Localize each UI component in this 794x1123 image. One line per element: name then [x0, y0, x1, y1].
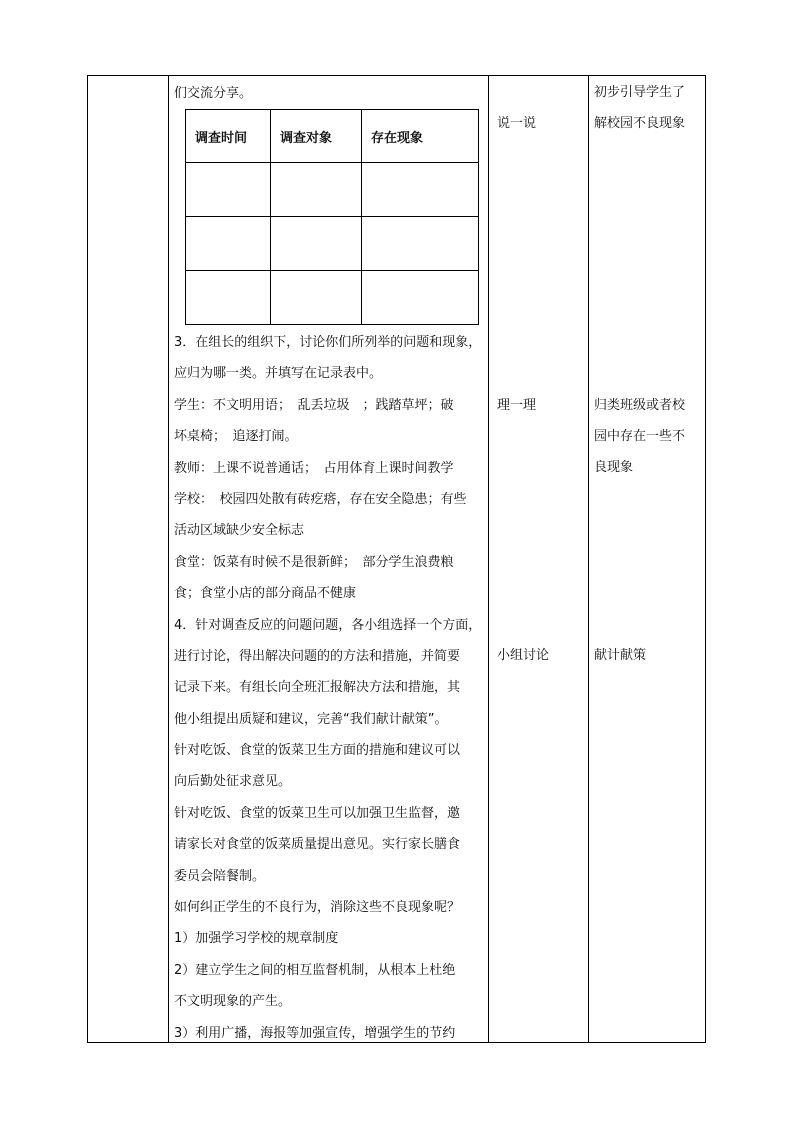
content-line: 如何纠正学生的不良行为，消除这些不良现象呢？	[174, 900, 461, 916]
activity-say: 说一说	[497, 116, 537, 131]
purpose-1-line-1: 初步引导学生了	[594, 85, 686, 100]
content-body	[174, 327, 489, 1049]
content-line: 他小组提出质疑和建议，完善“我们献计献策”。	[174, 711, 448, 727]
purpose-2-line-1: 归类班级或者校	[594, 398, 686, 413]
survey-cell	[362, 163, 479, 217]
survey-cell	[186, 271, 271, 325]
purpose-1-line-2: 解校园不良现象	[594, 116, 686, 131]
content-line: 活动区域缺少安全标志	[174, 523, 305, 539]
activity-group-discussion: 小组讨论	[497, 648, 550, 663]
content-line: 食堂：饭菜有时候不是很新鲜； 部分学生浪费粮	[174, 554, 454, 570]
content-line: 2）建立学生之间的相互监督机制，从根本上杜绝	[174, 962, 456, 978]
content-line: 应归为哪一类。并填写在记录表中。	[174, 366, 383, 382]
content-line: 食；食堂小店的部分商品不健康	[174, 586, 357, 602]
survey-cell	[362, 271, 479, 325]
content-line: 教师：上课不说普通话； 占用体育上课时间教学	[174, 460, 454, 476]
activity-sort: 理一理	[497, 398, 537, 413]
survey-table	[185, 109, 479, 325]
content-line: 向后勤处征求意见。	[174, 774, 292, 790]
content-line: 记录下来。有组长向全班汇报解决方法和措施，其	[174, 680, 461, 696]
survey-header-time: 调查时间	[186, 110, 271, 163]
survey-cell	[186, 163, 271, 217]
content-line: 进行讨论，得出解决问题的的方法和措施，并简要	[174, 648, 461, 664]
content-intro	[174, 78, 489, 109]
content-line: 委员会陪餐制。	[174, 868, 266, 884]
purpose-2-line-3: 良现象	[594, 460, 634, 475]
survey-header-object: 调查对象	[271, 110, 362, 163]
content-line: 4．针对调查反应的问题问题，各小组选择一个方面，	[174, 617, 482, 633]
content-line: 3）利用广播，海报等加强宣传，增强学生的节约	[174, 1025, 456, 1041]
content-line: 坏桌椅； 追逐打闹。	[174, 429, 298, 445]
intro-line: 们交流分享。	[174, 86, 253, 101]
lesson-table	[87, 75, 706, 1043]
content-line: 学校： 校园四处散有砖疙瘩，存在安全隐患；有些	[174, 491, 467, 507]
survey-cell	[271, 217, 362, 271]
survey-header-phenomenon: 存在现象	[362, 110, 479, 163]
survey-cell	[271, 271, 362, 325]
table-row	[186, 217, 479, 271]
content-line: 不文明现象的产生。	[174, 994, 292, 1010]
content-line: 针对吃饭、食堂的饭菜卫生方面的措施和建议可以	[174, 743, 461, 759]
content-line: 3．在组长的组织下，讨论你们所列举的问题和现象，	[174, 335, 482, 350]
purpose-3-line-1: 献计献策	[594, 648, 647, 663]
content-line: 请家长对食堂的饭菜质量提出意见。实行家长膳食	[174, 837, 461, 853]
table-row	[186, 271, 479, 325]
content-line: 针对吃饭、食堂的饭菜卫生可以加强卫生监督，邀	[174, 805, 461, 821]
survey-cell	[362, 217, 479, 271]
content-line: 学生：不文明用语； 乱丢垃圾 ；践踏草坪；破	[174, 397, 454, 413]
purpose-2-line-2: 园中存在一些不	[594, 429, 686, 444]
column-divider-1	[168, 76, 169, 1042]
table-row	[186, 163, 479, 217]
survey-cell	[186, 217, 271, 271]
survey-cell	[271, 163, 362, 217]
survey-table-header-row	[186, 110, 479, 163]
column-divider-3	[588, 76, 589, 1042]
content-line: 1）加强学习学校的规章制度	[174, 931, 339, 947]
